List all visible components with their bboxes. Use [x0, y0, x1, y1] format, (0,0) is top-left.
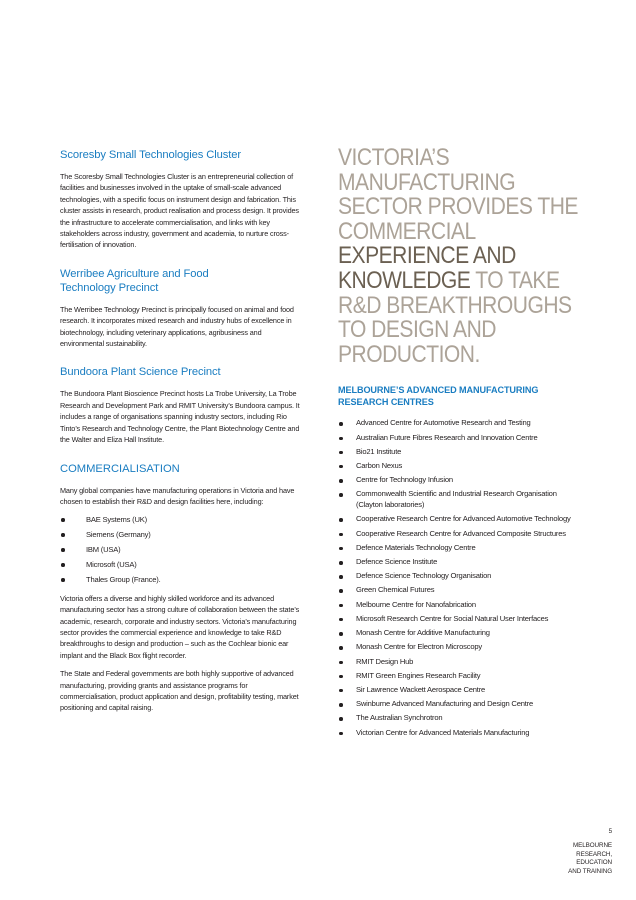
footer-brand-line: AND TRAINING — [568, 867, 612, 875]
list-item-text: Advanced Centre for Automotive Research and Testing — [356, 418, 531, 428]
bullet-icon — [339, 604, 343, 608]
list-item — [338, 685, 578, 696]
list-item — [60, 529, 300, 540]
list-item — [338, 614, 578, 625]
pull-quote — [338, 146, 587, 367]
list-item — [60, 574, 300, 585]
footer-brand-line: EDUCATION — [576, 859, 612, 867]
bullet-icon — [339, 589, 343, 593]
list-item-text: Microsoft (USA) — [86, 560, 137, 570]
list-item — [338, 671, 578, 682]
bullet-icon — [61, 563, 65, 567]
bullet-icon — [61, 533, 65, 537]
footer-brand-line: MELBOURNE — [573, 842, 612, 850]
list-item-text: RMIT Design Hub — [356, 656, 414, 666]
page-footer — [568, 828, 612, 876]
bullet-icon — [339, 632, 343, 636]
list-item-text: Monash Centre for Additive Manufacturing — [356, 628, 490, 638]
list-item-text: Monash Centre for Electron Microscopy — [356, 642, 482, 652]
bullet-icon — [339, 479, 343, 483]
list-item — [338, 600, 578, 611]
list-item — [338, 728, 578, 739]
section-paragraph: The Scoresby Small Technologies Cluster is an entrepreneurial collection of facilities and businesses involved in the uptake of small-scale advanced technologies, with a specific focus on instrument design and fabrication. This cluster assists in research, product realisation and process design. It provides the infrastructure to accelerate commercialisation, and links with key stakeholders across industry, government and academia, to nurture cross-fertilisation of innovation. — [60, 172, 299, 250]
list-item — [338, 514, 578, 525]
list-item-text: The Australian Synchrotron — [356, 713, 443, 723]
centres-heading: MELBOURNE’S ADVANCED MANUFACTURING RESEARCH CENTRES — [338, 385, 539, 409]
list-item — [60, 544, 300, 555]
list-item-text: Carbon Nexus — [356, 460, 403, 470]
bullet-icon — [61, 578, 65, 582]
list-item-text: Defence Materials Technology Centre — [356, 542, 476, 552]
list-item-text: Melbourne Centre for Nanofabrication — [356, 599, 476, 609]
bullet-icon — [339, 732, 343, 736]
list-item — [338, 557, 578, 568]
list-item — [60, 559, 300, 570]
list-item — [338, 447, 578, 458]
footer-brand-line: RESEARCH, — [576, 850, 612, 858]
pull-quote-light: TO TAKE R&D BREAKTHROUGHS TO DESIGN AND PRODUCTION. — [338, 266, 572, 368]
list-item-text: Defence Science Institute — [356, 557, 438, 567]
list-item — [338, 699, 578, 710]
bullet-icon — [61, 548, 65, 552]
bullet-icon — [339, 493, 343, 497]
list-item-text: Victorian Centre for Advanced Materials Manufacturing — [356, 727, 530, 737]
right-column — [338, 146, 578, 745]
section-paragraph: The State and Federal governments are both highly supportive of advanced manufacturing, providing grants and assistance programs for commercialisation, product application and design, profitability testing, market positioning and capital raising. — [60, 669, 299, 713]
bullet-icon — [339, 675, 343, 679]
bullet-icon — [339, 451, 343, 455]
list-item-text: Thales Group (France). — [86, 575, 161, 585]
list-item — [338, 461, 578, 472]
bullet-icon — [339, 703, 343, 707]
list-item-text: Sir Lawrence Wackett Aerospace Centre — [356, 684, 486, 694]
section-heading: Bundoora Plant Science Precinct — [60, 366, 221, 379]
section-paragraph: The Werribee Technology Precinct is principally focused on animal and food research. It incorporates mixed research and industry hubs of excellence in biotechnology, including veterinary applications, agribusiness and environmental sustainability. — [60, 304, 294, 349]
list-item-text: RMIT Green Engines Research Facility — [356, 670, 481, 680]
bullet-icon — [339, 646, 343, 650]
bullet-icon — [339, 533, 343, 537]
list-item — [338, 418, 578, 429]
list-item — [60, 514, 300, 525]
list-item-text: Microsoft Research Centre for Social Natural User Interfaces — [356, 613, 549, 623]
bullet-icon — [339, 575, 343, 579]
section-heading: COMMERCIALISATION — [60, 462, 180, 475]
company-list — [60, 514, 300, 585]
section-paragraph: Victoria offers a diverse and highly skilled workforce and its advanced manufacturing sector has a strong culture of collaboration between the state’s academic, research, corporate and industry sectors. Victoria’s manufacturing sector provides the commercial experience and knowledge to take R&D breakthroughs to design and production – such as the Cochlear bionic ear implant and the Black Box flight recorder. — [60, 593, 300, 660]
footer-brand — [568, 842, 612, 876]
list-item — [338, 475, 578, 486]
bullet-icon — [339, 689, 343, 693]
section-scoresby — [60, 148, 300, 251]
list-item-text: Green Chemical Futures — [356, 585, 435, 595]
pull-quote-emphasis: EXPERIENCE AND KNOWLEDGE — [338, 242, 516, 294]
centres-list — [338, 418, 578, 738]
list-item-text: BAE Systems (UK) — [86, 515, 147, 525]
list-item — [338, 642, 578, 653]
list-item — [338, 713, 578, 724]
list-item — [338, 571, 578, 582]
list-item — [338, 433, 578, 444]
section-bundoora — [60, 365, 300, 445]
bullet-icon — [339, 465, 343, 469]
list-item-text: Centre for Technology Infusion — [356, 475, 453, 485]
pull-quote-light: VICTORIA’S MANUFACTURING SECTOR PROVIDES THE COMMERCIAL — [338, 144, 578, 245]
page-number: 5 — [608, 828, 612, 835]
section-heading: Werribee Agriculture and Food Technology Precinct — [60, 267, 209, 294]
list-item-text: Defence Science Technology Organisation — [356, 571, 492, 581]
bullet-icon — [339, 618, 343, 622]
list-item — [338, 489, 578, 511]
section-commercialisation — [60, 462, 300, 714]
list-item-text: IBM (USA) — [86, 545, 121, 555]
bullet-icon — [339, 518, 343, 522]
list-item-text: Cooperative Research Centre for Advanced Automotive Technology — [356, 514, 571, 524]
section-paragraph: Many global companies have manufacturing operations in Victoria and have chosen to establish their R&D and design facilities here, including: — [60, 485, 295, 506]
bullet-icon — [339, 561, 343, 565]
list-item-text: Australian Future Fibres Research and Innovation Centre — [356, 432, 538, 442]
list-item — [338, 543, 578, 554]
left-column — [60, 148, 300, 730]
list-item-text: Commonwealth Scientific and Industrial Research Organisation (Clayton laboratories) — [356, 489, 557, 510]
list-item-text: Bio21 Institute — [356, 446, 402, 456]
list-item-text: Swinburne Advanced Manufacturing and Design Centre — [356, 699, 534, 709]
bullet-icon — [339, 422, 343, 426]
bullet-icon — [339, 661, 343, 665]
list-item — [338, 628, 578, 639]
list-item — [338, 585, 578, 596]
bullet-icon — [339, 547, 343, 551]
bullet-icon — [339, 437, 343, 441]
list-item — [338, 529, 578, 540]
section-paragraph: The Bundoora Plant Bioscience Precinct hosts La Trobe University, La Trobe Research and Development Park and RMIT University’s Bundoora campus. It includes a range of organisations spanning industry sectors, including Rio Tinto’s Research and Technology Centre, the Plant Biotechnology Centre and the Walter and Eliza Hall Institute. — [60, 389, 300, 445]
list-item-text: Cooperative Research Centre for Advanced Composite Structures — [356, 528, 566, 538]
list-item — [338, 657, 578, 668]
bullet-icon — [61, 518, 65, 522]
list-item-text: Siemens (Germany) — [86, 530, 151, 540]
bullet-icon — [339, 717, 343, 721]
section-werribee — [60, 267, 300, 350]
section-heading: Scoresby Small Technologies Cluster — [60, 149, 241, 161]
